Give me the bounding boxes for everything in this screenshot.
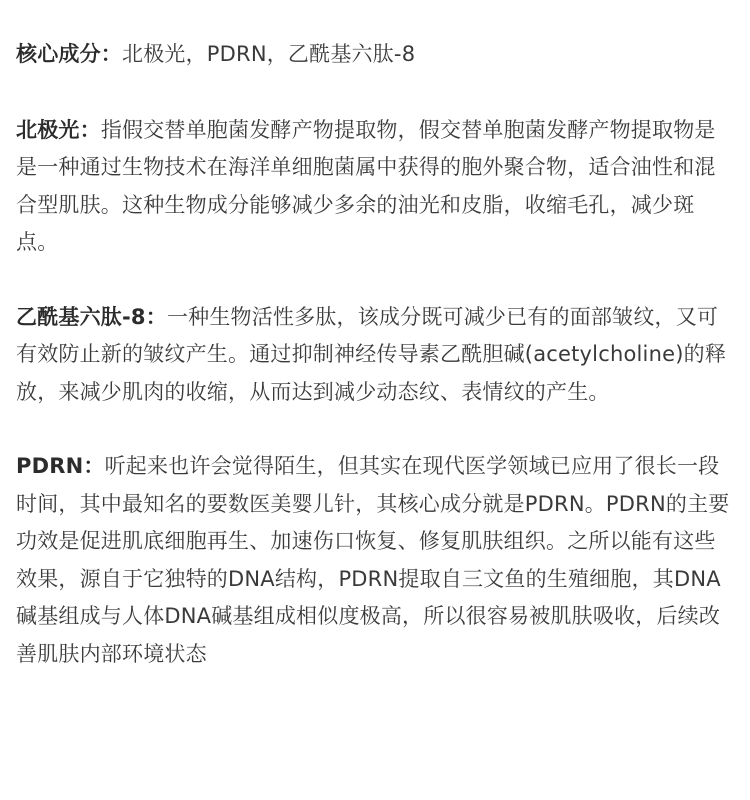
core-ingredients-paragraph <box>16 36 736 74</box>
aurora-text: 指假交替单胞菌发酵产物提取物，假交替单胞菌发酵产物提取物是是一种通过生物技术在海洋单细胞菌属中获得的胞外聚合物，适合油性和混合型肌肤。这种生物成分能够减少多余的油光和皮脂，收缩毛孔，减少斑点。 <box>16 117 716 254</box>
core-ingredients-label: 核心成分： <box>16 42 122 66</box>
acetyl-hexapeptide-text: 一种生物活性多肽，该成分既可减少已有的面部皱纹，又可有效防止新的皱纹产生。通过抑制神经传导素乙酰胆碱(acetylcholine)的释放，来减少肌肉的收缩，从而达到减少动态纹、表情纹的产生。 <box>16 304 727 404</box>
pdrn-paragraph <box>16 448 736 673</box>
ingredient-document <box>16 36 736 710</box>
aurora-paragraph <box>16 112 736 262</box>
core-ingredients-text: 北极光，PDRN，乙酰基六肽-8 <box>122 42 416 66</box>
pdrn-label: PDRN： <box>16 454 105 478</box>
aurora-label: 北极光： <box>16 117 101 142</box>
pdrn-text: 听起来也许会觉得陌生，但其实在现代医学领域已应用了很长一段时间，其中最知名的要数医美婴儿针，其核心成分就是PDRN。PDRN的主要功效是促进肌底细胞再生、加速伤口恢复、修复肌肤组织。之所以能有这些效果，源自于它独特的DNA结构，PDRN提取自三文鱼的生殖细胞，其DNA碱基组成与人体DNA碱基组成相似度极高，所以很容易被肌肤吸收，后续改善肌肤内部环境状态 <box>16 454 730 666</box>
acetyl-hexapeptide-paragraph <box>16 299 736 412</box>
acetyl-hexapeptide-label: 乙酰基六肽-8： <box>16 304 167 329</box>
